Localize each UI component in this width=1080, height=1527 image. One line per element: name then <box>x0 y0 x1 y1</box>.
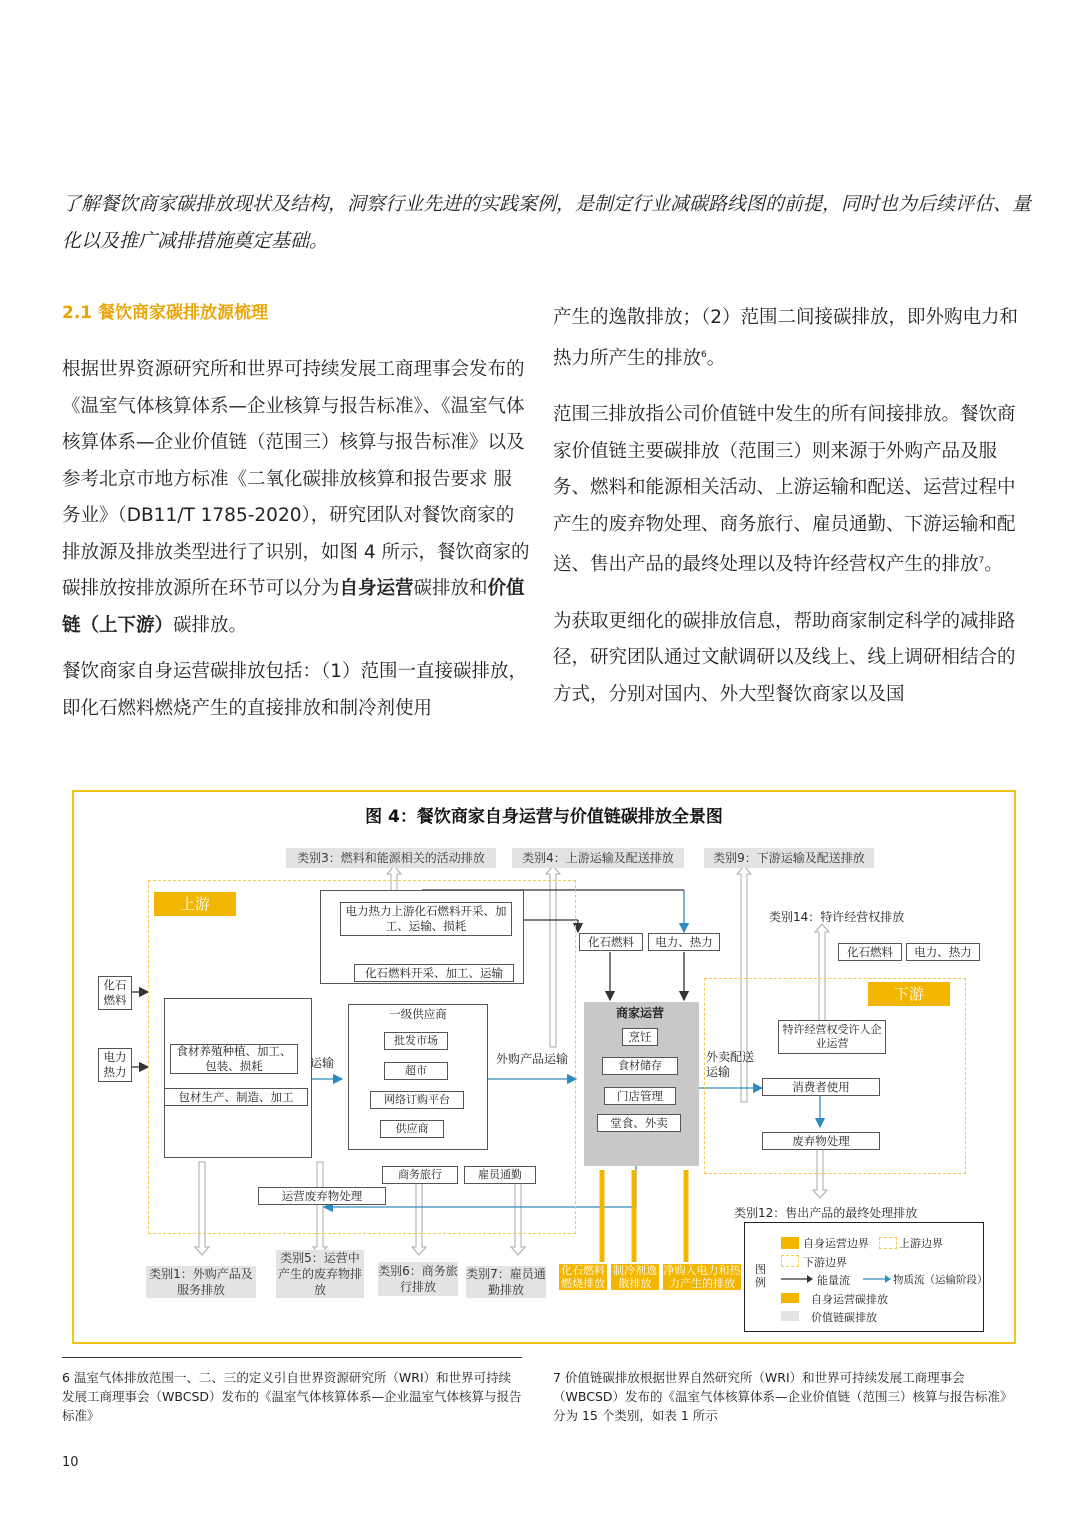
legend-own-boundary-swatch <box>781 1237 799 1249</box>
storage-box: 食材储存 <box>602 1057 678 1075</box>
transport-label: 运输 <box>310 1056 335 1070</box>
employee-commute-box: 雇员通勤 <box>464 1166 536 1184</box>
legend-down-boundary-swatch <box>781 1255 799 1267</box>
power-heat-box-2: 电力、热力 <box>906 943 980 961</box>
right-column <box>553 300 1031 713</box>
page-number: 10 <box>62 1455 79 1470</box>
merchant-operations-panel <box>584 1002 699 1166</box>
ops-waste-box: 运营废弃物处理 <box>258 1187 386 1205</box>
fossil-fuel-box-2: 化石燃料 <box>838 943 902 961</box>
category-4-label: 类别4：上游运输及配送排放 <box>512 848 684 868</box>
power-heat-emission-label: 净购入电力和热力产生的排放 <box>663 1264 741 1290</box>
intro-paragraph: 了解餐饮商家碳排放现状及结构，洞察行业先进的实践案例，是制定行业减碳路线图的前提，同时也为后续评估、量化以及推广减排措施奠定基础。 <box>62 193 1032 252</box>
left-paragraph-2: 餐饮商家自身运营碳排放包括：（1）范围一直接碳排放，即化石燃料燃烧产生的直接排放和制冷剂使用 <box>62 661 528 719</box>
legend-up-boundary: 上游边界 <box>899 1237 943 1250</box>
supermarket-box: 超市 <box>384 1062 448 1080</box>
purchased-goods-group <box>164 998 312 1158</box>
legend-energy-flow: 能量流 <box>817 1274 850 1287</box>
left-paragraph-1: 根据世界资源研究所和世界可持续发展工商理事会发布的《温室气体核算体系—企业核算与报告标准》、《温室气体核算体系—企业价值链（范围三）核算与报告标准》以及参考北京市地方标准《二氧化碳排放核算和报告要求 服务业》（DB11/T 1785-2020），研究团队对餐饮商家的排放源及排放类型进行了识别，如图 4 所示，餐饮商家的碳排放按排放源所在环节可以分为自身运营碳排放和价值链（上下游）碳排放。 <box>62 359 530 636</box>
category-3-label: 类别3：燃料和能源相关的活动排放 <box>286 848 496 868</box>
legend-chain-emission-swatch <box>781 1311 799 1321</box>
store-management-box: 门店管理 <box>604 1087 676 1105</box>
fossil-combustion-emission-label: 化石燃料燃烧排放 <box>561 1264 605 1290</box>
legend-label: 图例 <box>755 1263 766 1289</box>
consumer-use-box: 消费者使用 <box>762 1078 880 1096</box>
wholesale-box: 批发市场 <box>384 1032 448 1050</box>
legend-down-boundary: 下游边界 <box>803 1256 847 1269</box>
legend-material-flow: 物质流（运输阶段） <box>893 1274 988 1286</box>
refrigerant-emission-label: 制冷剂逸散排放 <box>613 1264 657 1290</box>
fossil-mining-box: 化石燃料开采、加工、运输 <box>354 964 514 982</box>
merchant-operations-title: 商家运营 <box>616 1006 665 1020</box>
outsourced-transport-label: 外购产品运输 <box>496 1052 569 1066</box>
category-14-label: 类别14：特许经营权排放 <box>769 910 905 924</box>
business-travel-box: 商务旅行 <box>382 1166 458 1184</box>
footnote-6: 6 温室气体排放范围一、二、三的定义引自世界资源研究所（WRI）和世界可持续发展工商理事会（WBCSD）发布的《温室气体核算体系—企业温室气体核算与报告标准》 <box>62 1370 522 1423</box>
right-paragraph-3: 为获取更细化的碳排放信息，帮助商家制定科学的减排路径，研究团队通过文献调研以及线上、线上调研相结合的方式，分别对国内、外大型餐饮商家以及国 <box>553 610 1016 705</box>
left-power-heat-box: 电力热力 <box>98 1048 132 1082</box>
figure-4 <box>72 790 1016 1344</box>
category-9-label: 类别9：下游运输及配送排放 <box>704 848 874 868</box>
supplier-box: 供应商 <box>380 1120 444 1138</box>
footnote-7: 7 价值链碳排放根据世界自然研究所（WRI）和世界可持续发展工商理事会（WBCSD）发布的《温室气体核算体系—企业价值链（范围三）核算与报告标准》分为 15 个类别，如表 1 所示 <box>553 1370 1013 1423</box>
section-title: 2.1 餐饮商家碳排放源梳理 <box>62 303 269 323</box>
upstream-tag: 上游 <box>154 892 236 916</box>
legend-up-boundary-swatch <box>879 1237 897 1249</box>
supplier-title: 一级供应商 <box>389 1007 447 1021</box>
online-platform-box: 网络订购平台 <box>370 1091 464 1109</box>
downstream-tag: 下游 <box>868 982 950 1006</box>
dine-in-takeout-box: 堂食、外卖 <box>597 1114 681 1132</box>
category-7-label: 类别7：雇员通勤排放 <box>466 1266 546 1297</box>
legend-own-emission: 自身运营碳排放 <box>811 1293 888 1306</box>
fossil-fuel-box-1: 化石燃料 <box>579 933 643 951</box>
legend-chain-emission: 价值链碳排放 <box>811 1311 877 1324</box>
right-paragraph-1: 产生的逸散排放；（2）范围二间接碳排放，即外购电力和热力所产生的排放$^6$。 <box>553 307 1019 369</box>
category-12-label: 类别12：售出产品的最终处理排放 <box>734 1206 918 1220</box>
footnote-rule <box>62 1357 522 1358</box>
right-paragraph-2: 范围三排放指公司价值链中发生的所有间接排放。餐饮商家价值链主要碳排放（范围三）则来源于外购产品及服务、燃料和能源相关活动、上游运输和配送、运营过程中产生的废弃物处理、商务旅行、雇员通勤、下游运输和配送、售出产品的最终处理以及特许经营权产生的排放$^7$。 <box>553 404 1016 576</box>
legend-own-boundary: 自身运营边界 <box>803 1237 869 1250</box>
figure-title: 图 4：餐饮商家自身运营与价值链碳排放全景图 <box>365 807 723 827</box>
packaging-box: 包材生产、制造、加工 <box>164 1088 308 1106</box>
franchise-box: 特许经营权受许人企业运营 <box>778 1020 886 1054</box>
power-heat-box-1: 电力、热力 <box>648 933 720 951</box>
legend <box>744 1222 988 1332</box>
food-material-box: 食材养殖种植、加工、包装、损耗 <box>170 1044 298 1074</box>
cooking-box: 烹饪 <box>622 1028 658 1046</box>
category-5-label: 类别5：运营中产生的废弃物排放 <box>277 1250 362 1298</box>
waste-treatment-box: 废弃物处理 <box>762 1132 880 1150</box>
category-6-label: 类别6：商务旅行排放 <box>378 1263 458 1294</box>
delivery-label: 外卖配送运输 <box>706 1050 755 1079</box>
category-1-label: 类别1：外购产品及服务排放 <box>146 1266 256 1298</box>
legend-own-emission-swatch <box>781 1293 799 1303</box>
left-fossil-fuel-box: 化石燃料 <box>98 976 132 1010</box>
power-upstream-box: 电力热力上游化石燃料开采、加工、运输、损耗 <box>340 902 512 936</box>
left-column <box>62 352 530 727</box>
